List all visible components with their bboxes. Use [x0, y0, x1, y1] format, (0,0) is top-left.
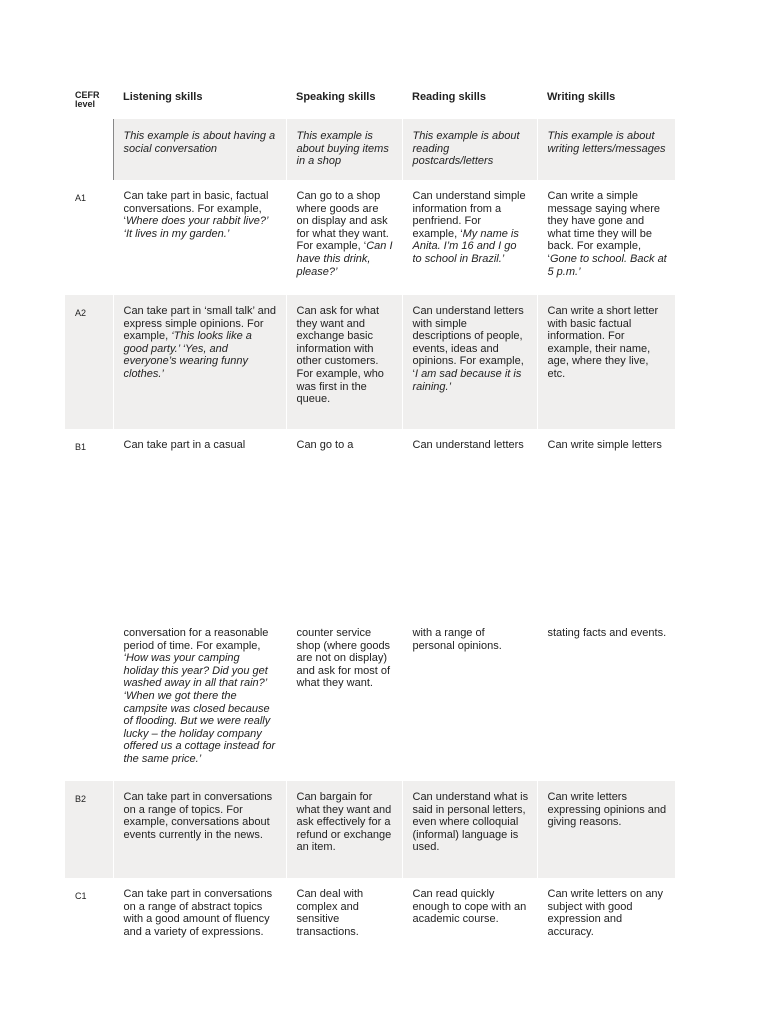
- a1-reading-example: My name is Anita. I’m 16 and I go to school in Brazil.’: [412, 227, 519, 265]
- a1-writing: [537, 180, 675, 295]
- a1-writing-example: Gone to school. Back at 5 p.m.’: [547, 252, 667, 278]
- c1-writing: Can write letters on any subject with good expression and accuracy.: [537, 878, 675, 968]
- b2-speaking: Can bargain for what they want and ask effectively for a refund or exchange an item.: [286, 781, 402, 878]
- b1-listening-example: ‘How was your camping holiday this year? Did you get washed away in all that rain?’ ‘When we got there the campsite was closed because of flooding. But we were really lucky – the holiday company offered us a cottage instead for the same price.’: [123, 652, 276, 765]
- example-reading: This example is about reading postcards/letters: [402, 119, 537, 180]
- b1-speaking-bottom: counter service shop (where goods are not on display) and ask for most of what they want.: [286, 627, 402, 781]
- example-listening: This example is about having a social conversation: [113, 119, 286, 180]
- row-b2: [65, 781, 675, 878]
- a1-speaking: [286, 180, 402, 295]
- cefr-skills-document: [65, 86, 675, 968]
- a1-speaking-text: Can go to a shop where goods are on display and ask for what they want. For example, ‘: [296, 190, 389, 253]
- c1-speaking: Can deal with complex and sensitive transactions.: [286, 878, 402, 968]
- b1-writing-top: Can write simple letters: [537, 429, 675, 627]
- a1-reading: [402, 180, 537, 295]
- b1-listening-text: conversation for a reasonable period of time. For example,: [123, 627, 269, 652]
- a2-listening-text: Can take part in ‘small talk’ and express simple opinions. For example,: [123, 305, 276, 343]
- a1-listening-text: Can take part in basic, factual conversations. For example, ‘: [123, 190, 269, 228]
- header-speaking: Speaking skills: [296, 91, 376, 103]
- a2-writing: Can write a short letter with basic factual information. For example, their name, age, where they live, etc.: [537, 295, 675, 429]
- header-row: [65, 86, 675, 119]
- example-level-cell: [65, 119, 113, 180]
- a2-listening-example: ‘This looks like a good party.’ ‘Yes, and everyone’s wearing funny clothes.’: [123, 330, 252, 380]
- c1-reading: Can read quickly enough to cope with an academic course.: [402, 878, 537, 968]
- b1-reading-bottom: with a range of personal opinions.: [402, 627, 537, 781]
- header-cefr-level: CEFR level: [75, 90, 100, 109]
- example-row: [65, 119, 675, 180]
- level-b1-continued: [65, 627, 113, 781]
- header-writing: Writing skills: [547, 91, 616, 103]
- a2-reading-example: I am sad because it is raining.’: [412, 367, 522, 393]
- level-b2: B2: [65, 781, 113, 878]
- a1-reading-text: Can understand simple information from a penfriend. For example, ‘: [412, 190, 526, 240]
- row-c1: [65, 878, 675, 968]
- a2-listening: [113, 295, 286, 429]
- level-a2: A2: [65, 295, 113, 429]
- a2-reading-text: Can understand letters with simple descriptions of people, events, ideas and opinions. For example, ‘: [412, 305, 524, 380]
- a2-reading: [402, 295, 537, 429]
- b1-speaking-top: Can go to a: [286, 429, 402, 627]
- cefr-skills-table: [65, 86, 675, 968]
- level-b1: B1: [75, 442, 87, 452]
- row-b1-bottom: [65, 627, 675, 781]
- b1-reading-top: Can understand letters: [402, 429, 537, 627]
- row-a2: [65, 295, 675, 429]
- c1-listening: Can take part in conversations on a range of abstract topics with a good amount of fluency and a variety of expressions.: [113, 878, 286, 968]
- a1-listening: [113, 180, 286, 295]
- b1-listening-top: Can take part in a casual: [113, 429, 286, 627]
- a2-speaking: Can ask for what they want and exchange basic information with other customers. For example, who was first in the queue.: [286, 295, 402, 429]
- a1-writing-text: Can write a simple message saying where they have gone and what time they will be back. For example, ‘: [547, 190, 661, 265]
- b1-writing-bottom: stating facts and events.: [537, 627, 675, 781]
- header-reading: Reading skills: [412, 91, 486, 103]
- header-listening: Listening skills: [123, 91, 203, 103]
- level-a1: A1: [75, 193, 87, 203]
- example-speaking: This example is about buying items in a shop: [286, 119, 402, 180]
- example-writing: This example is about writing letters/messages: [537, 119, 675, 180]
- row-b1-top: [65, 429, 675, 627]
- a1-speaking-example: Can I have this drink, please?’: [296, 240, 393, 278]
- b2-listening: Can take part in conversations on a range of topics. For example, conversations about events currently in the news.: [113, 781, 286, 878]
- a1-listening-example: Where does your rabbit live?’ ‘It lives in my garden.’: [123, 215, 268, 240]
- level-c1: C1: [75, 891, 87, 901]
- b2-writing: Can write letters expressing opinions and giving reasons.: [537, 781, 675, 878]
- row-a1: [65, 180, 675, 295]
- b2-reading: Can understand what is said in personal letters, even where colloquial (informal) language is used.: [402, 781, 537, 878]
- b1-listening-bottom: [113, 627, 286, 781]
